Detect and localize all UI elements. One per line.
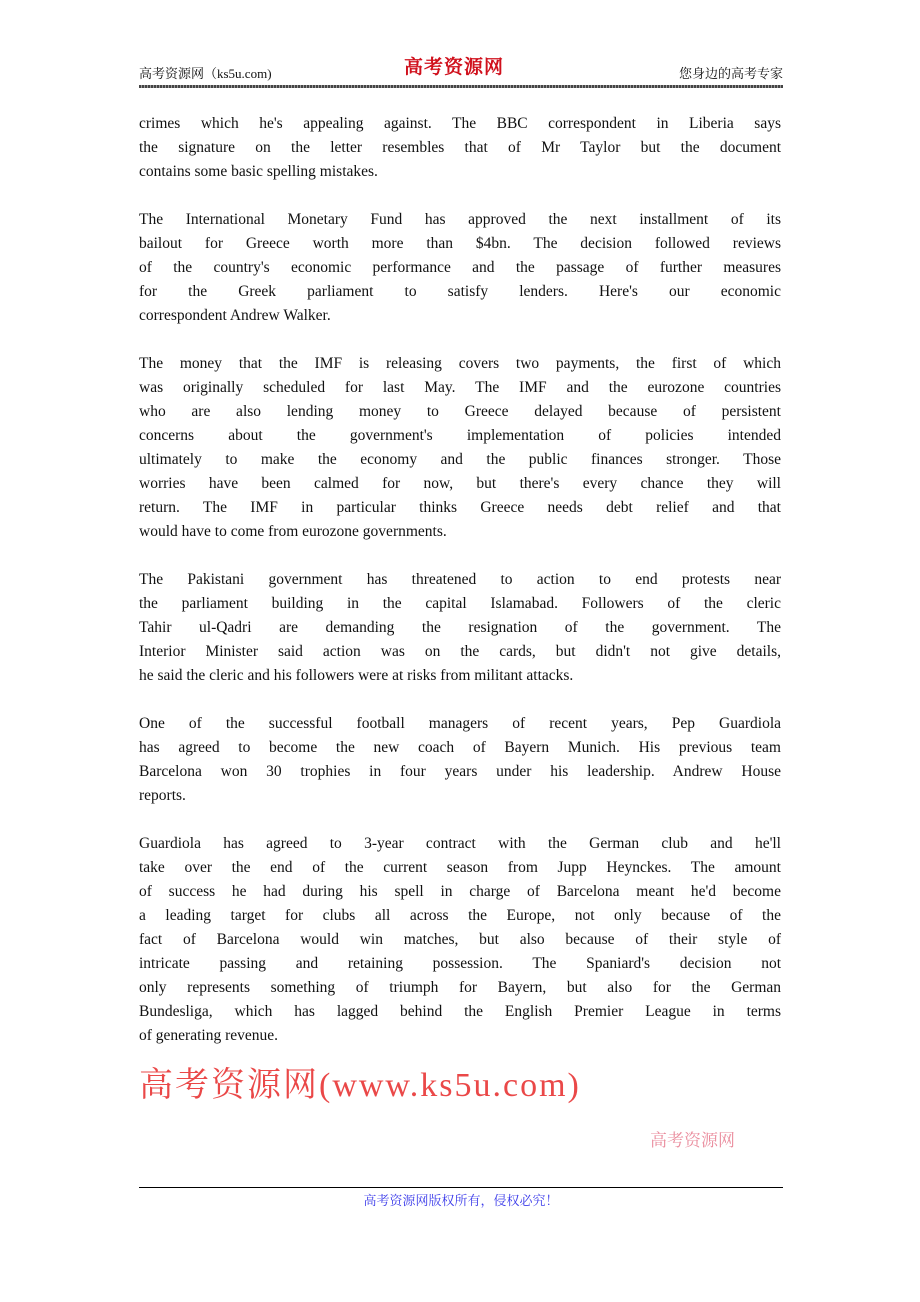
paragraph — [139, 112, 781, 184]
text-line: Interior Minister said action was on the cards, but didn't not give details, — [139, 643, 781, 660]
text-line: take over the end of the current season from Jupp Heynckes. The amount — [139, 859, 781, 876]
text-line: was originally scheduled for last May. The IMF and the eurozone countries — [139, 379, 781, 396]
text-line: bailout for Greece worth more than $4bn. The decision followed reviews — [139, 235, 781, 252]
text-line: Barcelona won 30 trophies in four years under his leadership. Andrew House — [139, 763, 781, 780]
text-line: One of the successful football managers of recent years, Pep Guardiola — [139, 715, 781, 732]
text-line: Tahir ul-Qadri are demanding the resignation of the government. The — [139, 619, 781, 636]
footer-copyright: 高考资源网版权所有，侵权必究！ — [363, 1193, 559, 1208]
paragraph — [139, 712, 781, 808]
text-line: crimes which he's appealing against. The BBC correspondent in Liberia says — [139, 115, 781, 132]
text-line: return. The IMF in particular thinks Greece needs debt relief and that — [139, 499, 781, 516]
text-line: who are also lending money to Greece delayed because of persistent — [139, 403, 781, 420]
text-line: Guardiola has agreed to 3-year contract with the German club and he'll — [139, 835, 781, 852]
text-line: for the Greek parliament to satisfy lenders. Here's our economic — [139, 283, 781, 300]
footer-divider — [139, 1187, 783, 1188]
text-line: The International Monetary Fund has approved the next installment of its — [139, 211, 781, 228]
text-line: contains some basic spelling mistakes. — [139, 163, 378, 180]
text-line: has agreed to become the new coach of Bayern Munich. His previous team — [139, 739, 781, 756]
header-site-name: 高考资源网（ks5u.com) — [139, 66, 272, 81]
page-header — [139, 57, 783, 86]
text-line: of generating revenue. — [139, 1027, 279, 1044]
text-line: only represents something of triumph for Bayern, but also for the German — [139, 979, 781, 996]
text-line: concerns about the government's implementation of policies intended — [139, 427, 781, 444]
paragraph — [139, 832, 781, 1048]
text-line: Bundesliga, which has lagged behind the English Premier League in terms — [139, 1003, 781, 1020]
text-line: correspondent Andrew Walker. — [139, 307, 331, 324]
text-line: The money that the IMF is releasing covers two payments, the first of which — [139, 355, 781, 372]
text-line: a leading target for clubs all across the Europe, not only because of the — [139, 907, 781, 924]
text-line: ultimately to make the economy and the public finances stronger. Those — [139, 451, 781, 468]
text-line: reports. — [139, 787, 186, 804]
text-line: intricate passing and retaining possession. The Spaniard's decision not — [139, 955, 781, 972]
header-divider — [139, 85, 783, 88]
watermark: 高考资源网(www.ks5u.com) — [139, 1067, 581, 1104]
watermark-small: 高考资源网 — [650, 1131, 735, 1150]
text-line: the parliament building in the capital Islamabad. Followers of the cleric — [139, 595, 781, 612]
text-line: would have to come from eurozone governments. — [139, 523, 447, 540]
header-slogan: 您身边的高考专家 — [678, 66, 783, 81]
text-line: of the country's economic performance and the passage of further measures — [139, 259, 781, 276]
text-line: of success he had during his spell in charge of Barcelona meant he'd become — [139, 883, 781, 900]
text-line: fact of Barcelona would win matches, but also because of their style of — [139, 931, 781, 948]
paragraph — [139, 208, 781, 328]
text-line: worries have been calmed for now, but there's every chance they will — [139, 475, 781, 492]
text-line: The Pakistani government has threatened to action to end protests near — [139, 571, 781, 588]
header-logo: 高考资源网 — [404, 57, 505, 78]
text-line: the signature on the letter resembles that of Mr Taylor but the document — [139, 139, 781, 156]
text-line: he said the cleric and his followers were at risks from militant attacks. — [139, 667, 574, 684]
document-body — [139, 112, 781, 1072]
paragraph — [139, 352, 781, 544]
paragraph — [139, 568, 781, 688]
